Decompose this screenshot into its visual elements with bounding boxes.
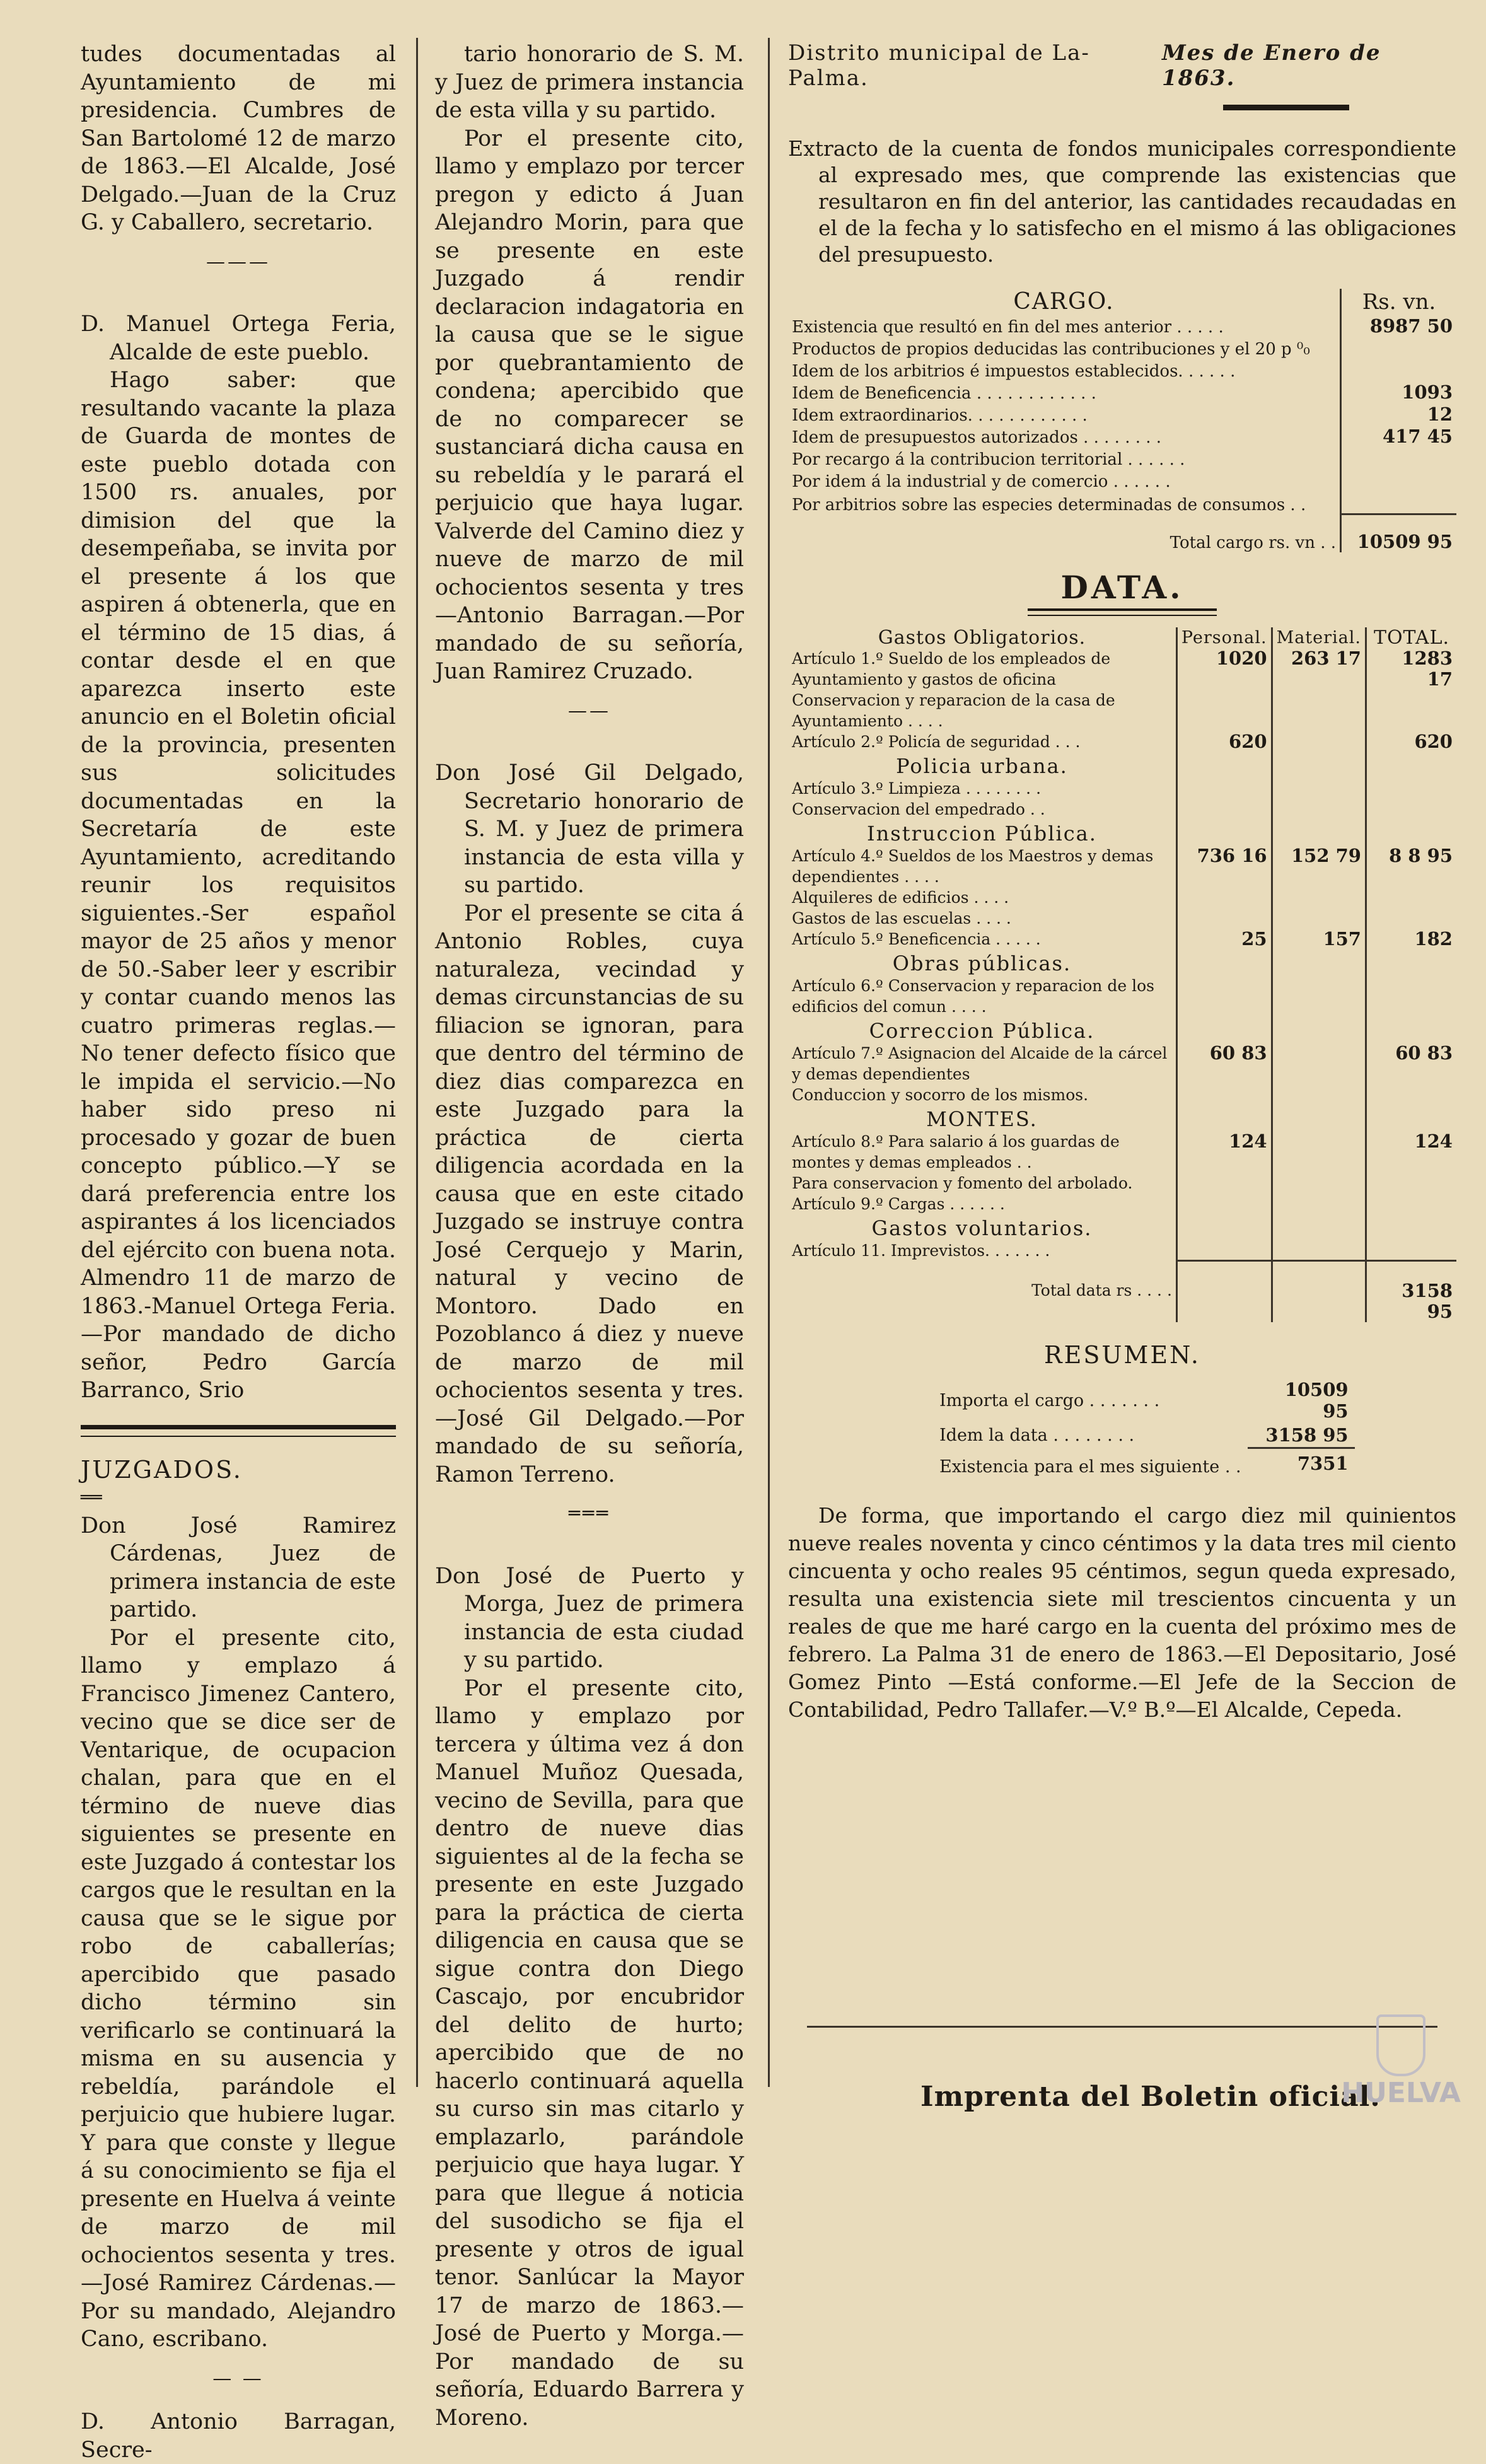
data-item-label: Artículo 6.º Conservacion y reparacion de los edificios del comun . . . . <box>792 976 1154 1016</box>
data-total-cell <box>1366 1194 1457 1214</box>
edict-2-header: D. Manuel Ortega Feria, Alcalde de este pueblo. <box>81 311 396 365</box>
cargo-row-label: Productos de propios deducidas las contribuciones y el 20 p ⁰₀ <box>792 340 1310 359</box>
data-subheading: Obras públicas. <box>892 951 1072 975</box>
data-personal-cell: 25 <box>1176 929 1272 950</box>
cargo-row-label: Por idem á la industrial y de comercio . . . . . . <box>792 472 1171 491</box>
column-rule <box>416 38 418 2087</box>
data-item-label: Artículo 4.º Sueldos de los Maestros y demas dependientes . . . . <box>792 846 1154 886</box>
cargo-row <box>788 469 1456 491</box>
data-material-cell <box>1272 975 1366 1017</box>
data-item-row <box>788 887 1456 908</box>
data-item-row <box>788 975 1456 1017</box>
data-personal-cell <box>1176 908 1272 929</box>
cargo-row <box>788 425 1456 447</box>
cargo-unit: Rs. vn. <box>1341 289 1457 315</box>
cargo-total-label: Total cargo rs. vn . . <box>1170 533 1336 552</box>
data-title: DATA. <box>1060 568 1184 606</box>
extracto-text: Extracto de la cuenta de fondos municipales correspondiente al expresado mes, que comprende las existencias que resultaron en fin del anterior, las cantidades recaudadas en el de la fecha y lo satisfecho en el mismo á las obligaciones del presupuesto. <box>788 136 1456 267</box>
data-empty-cell <box>1272 1105 1366 1131</box>
cargo-row-label: Por recargo á la contribucion territorial . . . . . . <box>792 450 1185 469</box>
resumen-label: Importa el cargo . . . . . . . <box>939 1390 1160 1410</box>
data-empty-cell <box>1272 950 1366 975</box>
short-divider: ——— <box>206 250 270 273</box>
cargo-table <box>788 289 1456 552</box>
data-total-label: Total data rs . . . . <box>1031 1281 1172 1299</box>
data-item-label: Artículo 9.º Cargas . . . . . . <box>792 1194 1005 1213</box>
resumen-value: 7351 <box>1248 1448 1355 1478</box>
data-personal-cell: 60 83 <box>1176 1043 1272 1084</box>
data-item-row <box>788 778 1456 799</box>
data-item-label: Artículo 5.º Beneficencia . . . . . <box>792 929 1041 948</box>
data-item-row <box>788 1240 1456 1261</box>
edict-4-start: D. Antonio Barragan, Secre- <box>81 2409 396 2463</box>
column-rule <box>768 38 770 2087</box>
cargo-row <box>788 337 1456 359</box>
data-personal-cell <box>1176 799 1272 820</box>
cargo-row <box>788 447 1456 469</box>
cargo-row-amount <box>1341 491 1457 514</box>
short-divider: ═══ <box>568 1502 611 1525</box>
crest-icon <box>1376 2014 1425 2076</box>
column-1 <box>81 40 396 2464</box>
data-empty-cell <box>1176 1017 1272 1043</box>
data-material-cell <box>1272 1173 1366 1194</box>
data-total-cell <box>1366 908 1457 929</box>
data-personal-cell: 1020 <box>1176 648 1272 690</box>
data-item-label: Gastos de las escuelas . . . . <box>792 909 1011 927</box>
data-empty-cell <box>1176 820 1272 846</box>
edict-1-text: tudes documentadas al Ayuntamiento de mi presidencia. Cumbres de San Bartolomé 12 de marzo de 1863.—El Alcalde, José Delgado.—Juan de la Cruz G. y Caballero, secretario. <box>81 42 396 235</box>
resumen-table <box>933 1378 1355 1478</box>
data-subheading: Correccion Pública. <box>869 1018 1095 1043</box>
data-total-cell: 182 <box>1366 929 1457 950</box>
cargo-row-label: Existencia que resultó en fin del mes anterior . . . . . <box>792 318 1224 337</box>
data-subheading: Gastos voluntarios. <box>871 1216 1093 1240</box>
data-personal-cell <box>1176 778 1272 799</box>
data-total-cell: 60 83 <box>1366 1043 1457 1084</box>
data-empty-cell <box>1176 1105 1272 1131</box>
data-table <box>788 627 1456 1323</box>
juzgados-title: JUZGADOS. <box>81 1455 243 1484</box>
data-item-row <box>788 1173 1456 1194</box>
data-personal-cell <box>1176 1084 1272 1105</box>
data-item-row <box>788 908 1456 929</box>
data-material-cell <box>1272 1043 1366 1084</box>
data-item-row <box>788 799 1456 820</box>
cargo-row-amount: 417 45 <box>1341 425 1457 447</box>
cargo-row <box>788 381 1456 403</box>
data-total-cell <box>1366 1173 1457 1194</box>
cargo-row-amount: 1093 <box>1341 381 1457 403</box>
data-material-cell <box>1272 1240 1366 1261</box>
col-header-gastos: Gastos Obligatorios. <box>878 626 1086 649</box>
data-empty-cell <box>1272 1214 1366 1240</box>
cargo-row-amount <box>1341 469 1457 491</box>
data-material-cell <box>1272 1084 1366 1105</box>
data-item-row <box>788 1084 1456 1105</box>
data-total-cell: 8 8 95 <box>1366 846 1457 887</box>
cargo-row <box>788 315 1456 337</box>
resumen-value: 3158 95 <box>1265 1424 1349 1446</box>
data-item-row <box>788 929 1456 950</box>
edict-6-header: Don José de Puerto y Morga, Juez de primera instancia de esta ciudad y su partido. <box>435 1563 744 1673</box>
title-ornament: ══ <box>81 1487 102 1508</box>
data-empty-cell <box>1176 1214 1272 1240</box>
cargo-row-label: Idem de los arbitrios é impuestos establecidos. . . . . . <box>792 362 1236 381</box>
data-item-row <box>788 731 1456 752</box>
data-empty-cell <box>1272 1017 1366 1043</box>
data-empty-cell <box>1272 820 1366 846</box>
edict-2-body: Hago saber: que resultando vacante la plaza de Guarda de montes de este pueblo dotada con 1500 rs. anuales, por dimision del que la desempeñaba, se invita por el presente á los que aspiren á obtenerla, que en el término de 15 dias, á contar desde el en que aparezca inserto este anuncio en el Boletin oficial de la provincia, presenten sus solicitudes documentadas en la Secretaría de este Ayuntamiento, acreditando reunir los requisitos siguientes.-Ser español mayor de 25 años y menor de 50.-Saber leer y escribir y contar cuando menos las cuatro primeras reglas.—No tener defecto físico que le impida el servicio.—No haber sido preso ni procesado y gozar de buen concepto público.—Y se dará preferencia entre los aspirantes á los licenciados del ejército con buena nota. Almendro 11 de marzo de 1863.-Manuel Ortega Feria.—Por mandado de dicho señor, Pedro García Barranco, Srio <box>81 368 396 1403</box>
edict-3-header: Don José Ramirez Cárdenas, Juez de primera instancia de este partido. <box>81 1513 396 1622</box>
closing-text: De forma, que importando el cargo diez mil quinientos nueve reales noventa y cinco céntimos y la data tres mil ciento cincuenta y ocho reales 95 céntimos, segun queda expresado, resulta una existencia siete mil trescientos cincuenta y un reales de que me haré cargo en la cuenta del próximo mes de febrero. La Palma 31 de enero de 1863.—El Depositario, José Gomez Pinto —Está conforme.—El Jefe de la Seccion de Contabilidad, Pedro Tallafer.—V.º B.º—El Alcalde, Cepeda. <box>788 1502 1456 1722</box>
cargo-total-row <box>788 514 1456 552</box>
data-total-cell: 124 <box>1366 1131 1457 1173</box>
data-personal-cell <box>1176 887 1272 908</box>
data-total-cell <box>1366 887 1457 908</box>
cargo-row <box>788 491 1456 514</box>
column-3-account <box>788 40 1456 1745</box>
cargo-title: CARGO. <box>1013 289 1115 315</box>
data-item-row <box>788 1043 1456 1084</box>
cargo-row-label: Idem de Beneficencia . . . . . . . . . . . . <box>792 384 1096 403</box>
resumen-label: Idem la data . . . . . . . . <box>939 1426 1135 1446</box>
header-bar <box>1223 105 1349 110</box>
data-personal-cell <box>1176 1240 1272 1261</box>
data-subheading-row <box>788 820 1456 846</box>
data-title-ornament <box>1028 608 1217 616</box>
data-subheading-row <box>788 1105 1456 1131</box>
data-empty-cell <box>1176 1261 1272 1323</box>
data-item-label: Artículo 8.º Para salario á los guardas de montes y demas empleados . . <box>792 1132 1120 1171</box>
data-total-cell <box>1366 799 1457 820</box>
data-item-row <box>788 690 1456 731</box>
data-item-label: Alquileres de edificios . . . . <box>792 888 1009 907</box>
short-divider: — — <box>212 2367 264 2390</box>
thick-divider <box>81 1425 396 1437</box>
account-header <box>788 40 1456 91</box>
data-subheading-row <box>788 1017 1456 1043</box>
data-subheading: Instruccion Pública. <box>867 821 1097 846</box>
cargo-row-amount <box>1341 359 1457 381</box>
data-empty-cell <box>1272 752 1366 778</box>
cargo-row-label: Idem de presupuestos autorizados . . . . . . . . <box>792 428 1162 447</box>
data-total-cell: 1283 17 <box>1366 648 1457 690</box>
data-personal-cell: 620 <box>1176 731 1272 752</box>
data-personal-cell <box>1176 690 1272 731</box>
data-material-cell <box>1272 1194 1366 1214</box>
edict-4-body: Por el presente cito, llamo y emplazo por tercer pregon y edicto á Juan Alejandro Morin, para que se presente en este Juzgado á rendir declaracion indagatoria en la causa que se le sigue por quebrantamiento de condena; apercibido que de no comparecer se sustanciará dicha causa en su rebeldía y le parará el perjuicio que haya lugar. Valverde del Camino diez y nueve de marzo de mil ochocientos sesenta y tres —Antonio Barragan.—Por mandado de su señoría, Juan Ramirez Cruzado. <box>435 125 744 684</box>
edict-5-header: Don José Gil Delgado, Secretario honorario de S. M. y Juez de primera instancia de esta villa y su partido. <box>435 760 744 898</box>
data-empty-cell <box>1176 752 1272 778</box>
imprenta-footer: Imprenta del Boletin oficial. <box>920 2081 1381 2113</box>
edict-6-body: Por el presente cito, llamo y emplazo por tercera y última vez á don Manuel Muñoz Quesada, vecino de Sevilla, para que dentro de nueve dias siguientes al de la fecha se presente en este Juzgado para la práctica de cierta diligencia en causa que se sigue contra don Diego Cascajo, por encubridor del delito de hurto; apercibido que de no hacerlo continuará aquella su curso sin mas citarlo y emplazarlo, parándole perjuicio que haya lugar. Y para que llegue á noticia del susodicho se fija el presente y otros de igual tenor. Sanlúcar la Mayor 17 de marzo de 1863.—José de Puerto y Morga.—Por mandado de su señoría, Eduardo Barrera y Moreno. <box>435 1675 744 2431</box>
data-personal-cell: 124 <box>1176 1131 1272 1173</box>
data-personal-cell: 736 16 <box>1176 846 1272 887</box>
data-material-cell <box>1272 1131 1366 1173</box>
data-empty-cell <box>1366 752 1457 778</box>
data-total-cell <box>1366 1084 1457 1105</box>
cargo-row-label: Por arbitrios sobre las especies determinadas de consumos . . <box>792 495 1306 514</box>
data-item-label: Artículo 2.º Policía de seguridad . . . <box>792 732 1081 751</box>
data-total-cell <box>1366 778 1457 799</box>
data-total-cell: 620 <box>1366 731 1457 752</box>
data-subheading: MONTES. <box>926 1107 1038 1131</box>
cargo-row-amount <box>1341 337 1457 359</box>
data-total-cell <box>1366 975 1457 1017</box>
data-item-label: Para conservacion y fomento del arbolado. <box>792 1173 1133 1192</box>
data-item-label: Artículo 7.º Asignacion del Alcaide de la cárcel y demas dependientes <box>792 1043 1168 1083</box>
cargo-row-amount <box>1341 447 1457 469</box>
cargo-row-amount: 12 <box>1341 403 1457 425</box>
data-total-cell <box>1366 1240 1457 1261</box>
data-item-label: Conservacion del empedrado . . <box>792 799 1045 818</box>
district-label: Distrito municipal de La-Palma. <box>788 40 1090 91</box>
data-total-amount: 3158 95 <box>1366 1261 1457 1323</box>
data-personal-cell <box>1176 1173 1272 1194</box>
data-total-row <box>788 1261 1456 1323</box>
resumen-title: RESUMEN. <box>1044 1341 1200 1369</box>
cargo-row <box>788 403 1456 425</box>
data-personal-cell <box>1176 975 1272 1017</box>
cargo-row-amount: 8987 50 <box>1341 315 1457 337</box>
data-item-label: Artículo 11. Imprevistos. . . . . . . <box>792 1241 1050 1260</box>
col-header-material: Material. <box>1272 627 1366 648</box>
short-divider: —— <box>568 699 611 722</box>
data-total-cell <box>1366 690 1457 731</box>
data-material-cell <box>1272 731 1366 752</box>
data-material-cell <box>1272 908 1366 929</box>
data-personal-cell <box>1176 1194 1272 1214</box>
data-empty-cell <box>1272 1261 1366 1323</box>
resumen-row <box>933 1378 1355 1423</box>
data-material-cell <box>1272 799 1366 820</box>
data-empty-cell <box>1366 1017 1457 1043</box>
data-empty-cell <box>1176 950 1272 975</box>
data-item-label: Artículo 3.º Limpieza . . . . . . . . <box>792 779 1042 798</box>
data-empty-cell <box>1366 820 1457 846</box>
resumen-row <box>933 1423 1355 1448</box>
resumen-label: Existencia para el mes siguiente . . <box>939 1456 1241 1477</box>
data-empty-cell <box>1366 1105 1457 1131</box>
data-material-cell <box>1272 887 1366 908</box>
watermark-text: HUELVA <box>1341 2077 1461 2109</box>
cargo-total-amount: 10509 95 <box>1341 514 1457 552</box>
data-item-row <box>788 1194 1456 1214</box>
data-subheading-row <box>788 752 1456 778</box>
data-item-label: Conduccion y socorro de los mismos. <box>792 1085 1089 1104</box>
data-material-cell <box>1272 778 1366 799</box>
edict-4-header: tario honorario de S. M. y Juez de primera instancia de esta villa y su partido. <box>435 42 744 123</box>
data-subheading-row <box>788 950 1456 975</box>
data-material-cell: 157 <box>1272 929 1366 950</box>
data-subheading: Policia urbana. <box>896 753 1068 778</box>
data-item-row <box>788 846 1456 887</box>
data-material-cell: 152 79 <box>1272 846 1366 887</box>
resumen-value: 10509 95 <box>1284 1379 1349 1422</box>
data-item-row <box>788 1131 1456 1173</box>
col-header-personal: Personal. <box>1176 627 1272 648</box>
data-empty-cell <box>1366 950 1457 975</box>
data-material-cell <box>1272 690 1366 731</box>
edict-3-body: Por el presente cito, llamo y emplazo á Francisco Jimenez Cantero, vecino que se dice ser de Ventarique, de ocupacion chalan, para que en el término de nueve dias siguientes se presente en este Juzgado á contestar los cargos que le resultan en la causa que se le sigue por robo de caballerías; apercibido que pasado dicho término sin verificarlo se continuará la misma en su ausencia y rebeldía, parándole el perjuicio que hubiere lugar. Y para que conste y llegue á su conocimiento se fija el presente en Huelva á veinte de marzo de mil ochocientos sesenta y tres.—José Ramirez Cárdenas.—Por su mandado, Alejandro Cano, escribano. <box>81 1625 396 2352</box>
column-2 <box>435 40 744 2432</box>
data-material-cell: 263 17 <box>1272 648 1366 690</box>
data-item-row <box>788 648 1456 690</box>
col-header-total: TOTAL. <box>1366 627 1457 648</box>
data-empty-cell <box>1366 1214 1457 1240</box>
data-item-label: Artículo 1.º Sueldo de los empleados de Ayuntamiento y gastos de oficina <box>792 649 1111 689</box>
library-watermark <box>1341 2014 1461 2108</box>
cargo-row <box>788 359 1456 381</box>
edict-5-body: Por el presente se cita á Antonio Robles, cuya naturaleza, vecindad y demas circunstancias de su filiacion se ignoran, para que dentro del término de diez dias comparezca en este Juzgado para la práctica de cierta diligencia acordada en la causa que en este citado Juzgado se instruye contra José Cerquejo y Marin, natural y vecino de Montoro. Dado en Pozoblanco á diez y nueve de marzo de mil ochocientos sesenta y tres.—José Gil Delgado.—Por mandado de su señoría, Ramon Terreno. <box>435 900 744 1487</box>
month-label: Mes de Enero de 1863. <box>1161 40 1381 91</box>
data-subheading-row <box>788 1214 1456 1240</box>
data-item-label: Conservacion y reparacion de la casa de Ayuntamiento . . . . <box>792 690 1115 730</box>
resumen-row <box>933 1448 1355 1478</box>
cargo-row-label: Idem extraordinarios. . . . . . . . . . . . <box>792 406 1088 425</box>
